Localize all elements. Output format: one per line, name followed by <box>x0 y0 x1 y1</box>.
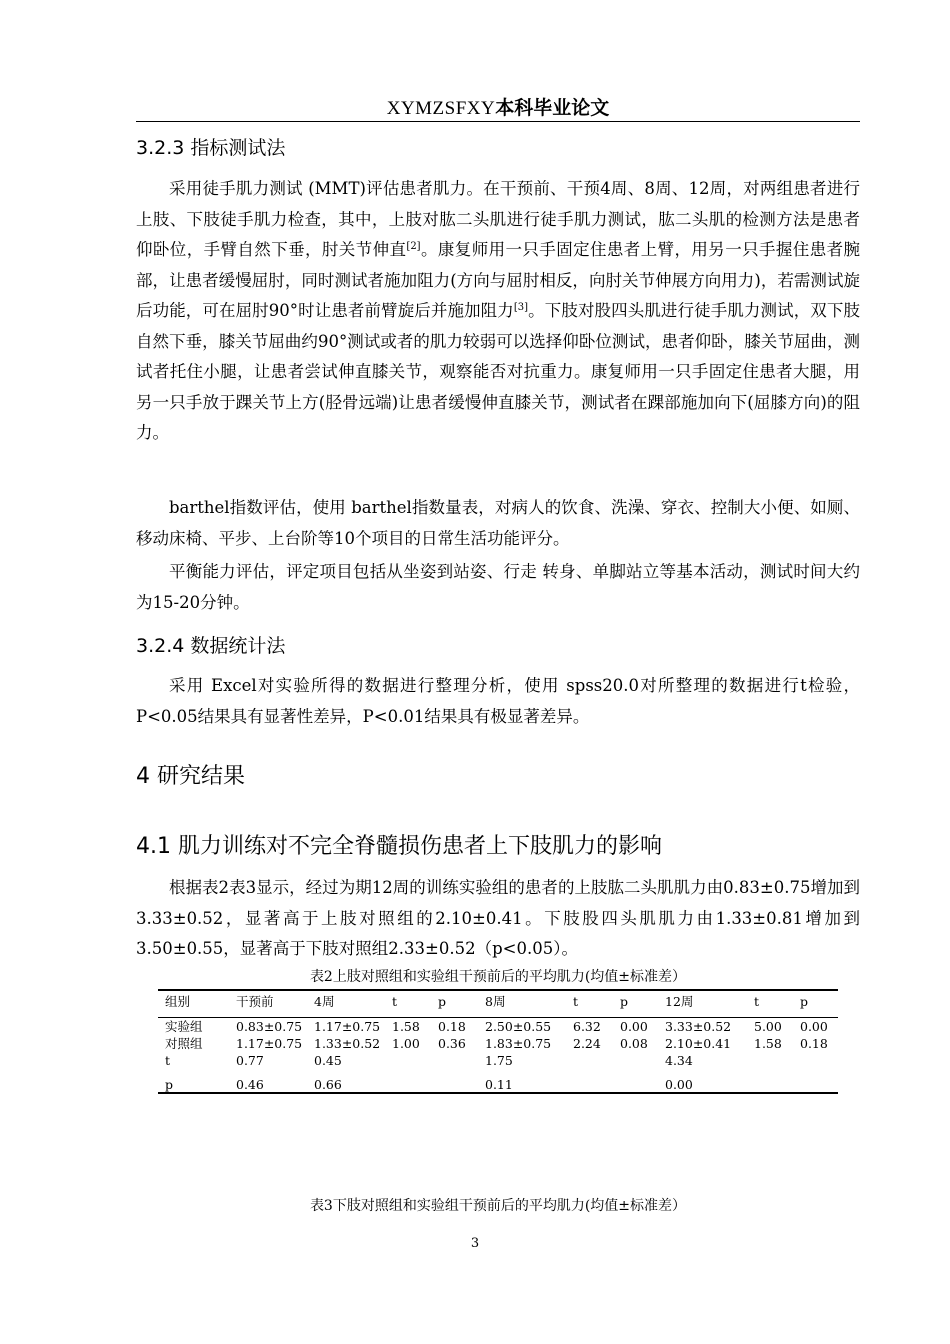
table-cell: 2.50±0.55 <box>485 1019 552 1034</box>
table-cell: 0.00 <box>620 1019 648 1034</box>
table-header-cell: t <box>754 994 760 1009</box>
table-cell: 1.17±0.75 <box>236 1036 303 1051</box>
table-cell: 1.17±0.75 <box>314 1019 381 1034</box>
section-3-2-3-paragraph-1: 采用徒手肌力测试 (MMT)评估患者肌力。在干预前、干预4周、8周、12周，对两组患者进行上肢、下肢徒手肌力检查，其中，上肢对肱二头肌进行徒手肌力测试，肱二头肌的检测方法是患者仰卧位，手臂自然下垂，肘关节伸直[2]。康复师用一只手固定住患者上臂，用另一只手握住患者腕部，让患者缓慢屈肘，同时测试者施加阻力(方向与屈肘相反，向肘关节伸展方向用力)，若需测试旋后功能，可在屈肘90°时让患者前臂旋后并施加阻力[3]。下肢对股四头肌进行徒手肌力测试，双下肢自然下垂，膝关节屈曲约90°测试或者的肌力较弱可以选择仰卧位测试，患者仰卧，膝关节屈曲，测试者托住小腿，让患者尝试伸直膝关节，观察能否对抗重力。康复师用一只手固定住患者大腿，用另一只手放于踝关节上方(胫骨远端)让患者缓慢伸直膝关节，测试者在踝部施加向下(屈膝方向)的阻力。 <box>136 179 861 442</box>
table-cell: 4.34 <box>665 1053 693 1068</box>
table-cell: 1.33±0.52 <box>314 1036 381 1051</box>
table-2-caption: 表2上肢对照组和实验组干预前后的平均肌力(均值±标准差） <box>309 969 687 985</box>
table-cell: 0.00 <box>665 1077 693 1092</box>
table-cell: 实验组 <box>165 1019 203 1034</box>
page-header <box>136 96 860 121</box>
table-2-top-rule <box>158 989 838 991</box>
header-rule <box>136 121 860 122</box>
table-cell: 0.66 <box>314 1077 342 1092</box>
table-2-header-rule <box>158 1017 838 1018</box>
table-cell: 3.33±0.52 <box>665 1019 732 1034</box>
table-cell: 0.46 <box>236 1077 264 1092</box>
table-cell: 1.58 <box>754 1036 782 1051</box>
header-school-code: XYMZSFXY <box>386 98 496 119</box>
table-cell: 5.00 <box>754 1019 782 1034</box>
table-header-cell: 8周 <box>485 994 506 1009</box>
table-cell: 6.32 <box>573 1019 601 1034</box>
section-3-2-3-paragraph-3: 平衡能力评估，评定项目包括从坐姿到站姿、行走 转身、单脚站立等基本活动，测试时间大约为15-20分钟。 <box>136 562 860 612</box>
table-cell: 0.45 <box>314 1053 342 1068</box>
table-cell: 2.10±0.41 <box>665 1036 732 1051</box>
section-4-1-paragraph: 根据表2表3显示，经过为期12周的训练实验组的患者的上肢肱二头肌肌力由0.83±0.75增加到3.33±0.52，显著高于上肢对照组的2.10±0.41。下肢股四头肌肌力由1.33±0.81增加到3.50±0.55，显著高于下肢对照组2.33±0.52（p<0.05）。 <box>136 878 860 958</box>
citation-2: [2] <box>406 241 421 252</box>
section-4-title: 4 研究结果 <box>136 764 245 789</box>
citation-3: [3] <box>513 302 529 313</box>
table-header-cell: t <box>392 994 398 1009</box>
table-cell: 0.08 <box>620 1036 648 1051</box>
table-header-cell: p <box>800 994 809 1009</box>
table-header-cell: 12周 <box>665 994 694 1009</box>
section-4-1-title: 4.1 肌力训练对不完全脊髓损伤患者上下肢肌力的影响 <box>136 834 662 859</box>
table-header-cell: 组别 <box>165 994 191 1009</box>
table-3-caption: 表3下肢对照组和实验组干预前后的平均肌力(均值±标准差） <box>309 1198 687 1214</box>
table-header-cell: 干预前 <box>236 994 274 1009</box>
table-header-cell: t <box>573 994 579 1009</box>
header-thesis-type: 本科毕业论文 <box>495 97 610 119</box>
table-cell: 1.58 <box>392 1019 420 1034</box>
table-cell: 0.00 <box>800 1019 828 1034</box>
section-3-2-4-paragraph: 采用 Excel对实验所得的数据进行整理分析，使用 spss20.0对所整理的数据进行t检验，P<0.05结果具有显著性差异，P<0.01结果具有极显著差异。 <box>136 676 860 726</box>
table-cell: 对照组 <box>165 1036 203 1051</box>
section-3-2-3-title: 3.2.3 指标测试法 <box>136 137 286 159</box>
table-cell: 0.36 <box>438 1036 466 1051</box>
table-cell: 0.11 <box>485 1077 513 1092</box>
table-cell: p <box>165 1077 174 1092</box>
section-3-2-3-paragraph-2: barthel指数评估，使用 barthel指数量表，对病人的饮食、洗澡、穿衣、控制大小便、如厕、移动床椅、平步、上台阶等10个项目的日常生活功能评分。 <box>136 498 860 548</box>
table-cell: 1.75 <box>485 1053 513 1068</box>
table-cell: 0.18 <box>438 1019 466 1034</box>
section-3-2-4-title: 3.2.4 数据统计法 <box>136 635 286 657</box>
page-number: 3 <box>470 1236 480 1251</box>
table-header-cell: p <box>438 994 447 1009</box>
table-cell: t <box>165 1053 171 1068</box>
table-cell: 1.83±0.75 <box>485 1036 552 1051</box>
table-cell: 2.24 <box>573 1036 601 1051</box>
table-cell: 0.83±0.75 <box>236 1019 303 1034</box>
table-header-cell: p <box>620 994 629 1009</box>
table-header-cell: 4周 <box>314 994 335 1009</box>
table-cell: 0.18 <box>800 1036 828 1051</box>
table-cell: 1.00 <box>392 1036 420 1051</box>
table-2-bottom-rule <box>158 1092 838 1094</box>
table-cell: 0.77 <box>236 1053 264 1068</box>
